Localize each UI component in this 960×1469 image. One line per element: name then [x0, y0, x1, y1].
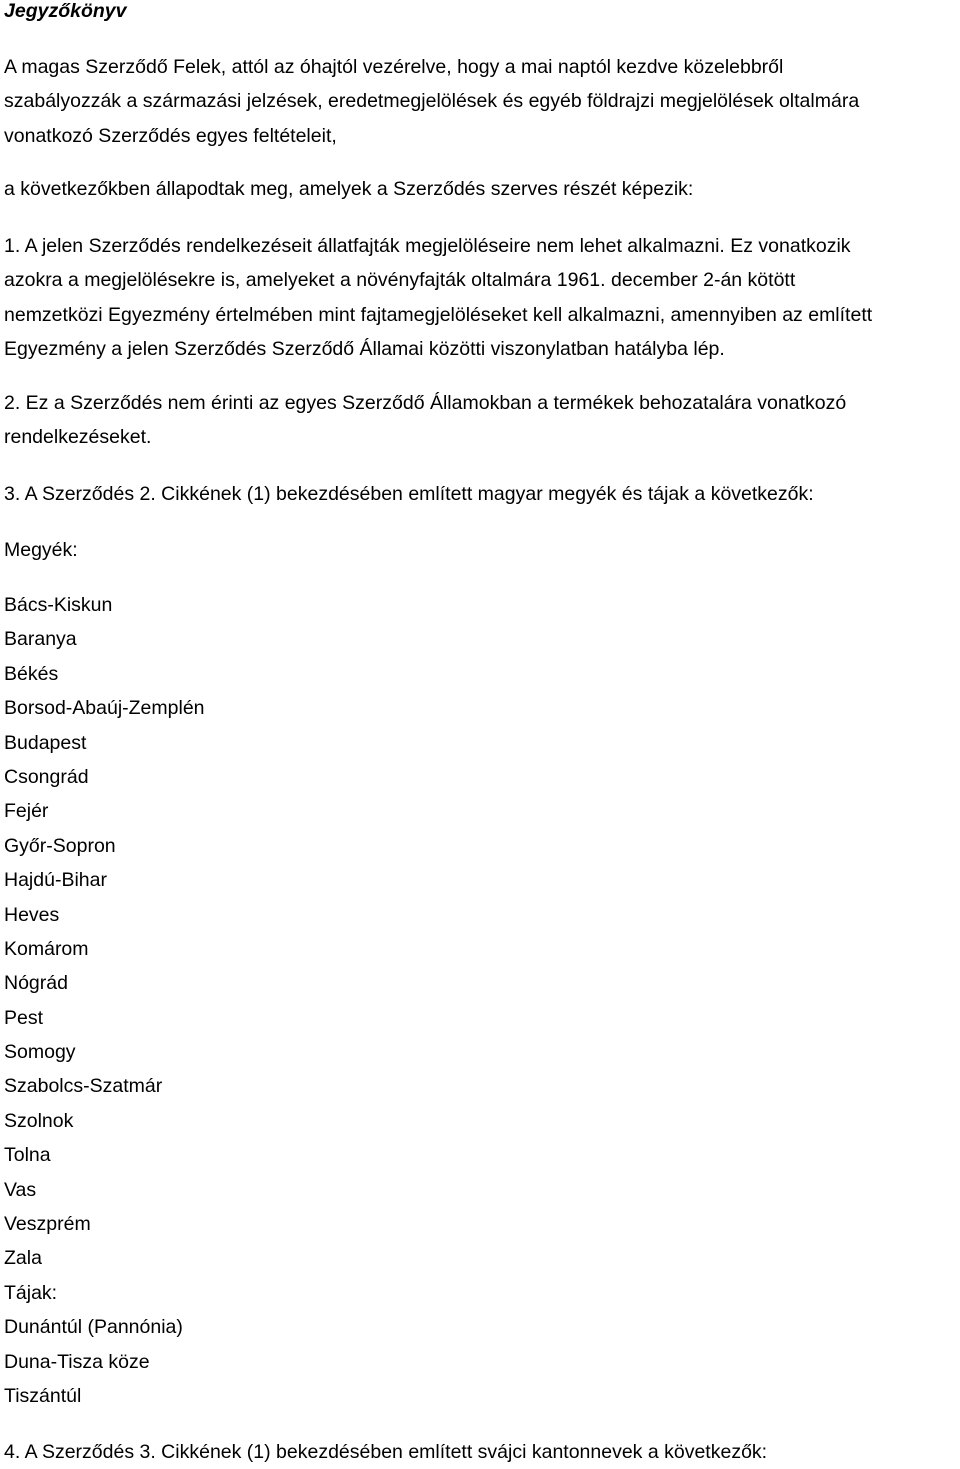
point-1-paragraph	[4, 229, 960, 367]
list-item: Tiszántúl	[4, 1384, 82, 1407]
list-item: Pest	[4, 1006, 44, 1029]
agreement-paragraph	[4, 172, 960, 206]
list-item: Békés	[4, 662, 59, 685]
list-item: Budapest	[4, 731, 87, 754]
list-item: Komárom	[4, 937, 89, 960]
list-item: Somogy	[4, 1041, 76, 1064]
list-item: Borsod-Abaúj-Zemplén	[4, 697, 205, 720]
preamble-line: A magas Szerződő Felek, attól az óhajtól vezérelve, hogy a mai naptól kezdve közelebbről	[4, 56, 784, 78]
point-2-line: rendelkezéseket.	[4, 426, 152, 449]
list-item: Duna-Tisza köze	[4, 1350, 150, 1373]
list-item: Nógrád	[4, 972, 68, 995]
regions-heading: Tájak:	[4, 1281, 58, 1304]
list-item: Dunántúl (Pannónia)	[4, 1316, 183, 1339]
point-2-line: 2. Ez a Szerződés nem érinti az egyes Szerződő Államokban a termékek behozatalára vonatkozó	[4, 392, 847, 414]
point-4-paragraph	[4, 1435, 960, 1469]
list-item: Győr-Sopron	[4, 834, 116, 857]
preamble-line: szabályozzák a származási jelzések, eredetmegjelölések és egyéb földrajzi megjelölések oltalmára	[4, 90, 860, 113]
list-item: Baranya	[4, 628, 77, 651]
point-2-paragraph	[4, 386, 960, 455]
point-1-line: 1. A jelen Szerződés rendelkezéseit állatfajták megjelöléseire nem lehet alkalmazni. Ez vonatkozik	[4, 235, 851, 257]
point-4-line: 4. A Szerződés 3. Cikkének (1) bekezdésében említett svájci kantonnevek a következők:	[4, 1441, 768, 1463]
list-item: Hajdú-Bihar	[4, 869, 107, 892]
point-1-line: nemzetközi Egyezmény értelmében mint fajtamegjelöléseket kell alkalmazni, amennyiben az említett	[4, 303, 873, 326]
point-1-line: azokra a megjelölésekre is, amelyeket a növényfajták oltalmára 1961. december 2-án kötött	[4, 269, 796, 292]
list-item: Veszprém	[4, 1213, 91, 1236]
counties-heading: Megyék:	[4, 539, 78, 561]
agreement-line: a következőkben állapodtak meg, amelyek a Szerződés szerves részét képezik:	[4, 178, 694, 200]
point-3-line: 3. A Szerződés 2. Cikkének (1) bekezdésében említett magyar megyék és tájak a következők:	[4, 483, 814, 505]
list-item: Fejér	[4, 800, 49, 823]
list-item: Csongrád	[4, 765, 89, 788]
list-item: Szabolcs-Szatmár	[4, 1075, 163, 1098]
list-item: Heves	[4, 903, 60, 926]
list-item: Szolnok	[4, 1109, 74, 1132]
point-3-paragraph	[4, 477, 960, 511]
list-item: Vas	[4, 1178, 37, 1201]
preamble-paragraph	[4, 50, 960, 153]
list-item: Tolna	[4, 1144, 51, 1167]
document-title: Jegyzőkönyv	[4, 0, 127, 22]
list-item: Zala	[4, 1247, 42, 1270]
list-item: Bács-Kiskun	[4, 594, 113, 616]
county-list	[4, 588, 205, 1413]
preamble-line: vonatkozó Szerződés egyes feltételeit,	[4, 124, 337, 147]
point-1-line: Egyezmény a jelen Szerződés Szerződő Államai közötti viszonylatban hatályba lép.	[4, 338, 725, 361]
